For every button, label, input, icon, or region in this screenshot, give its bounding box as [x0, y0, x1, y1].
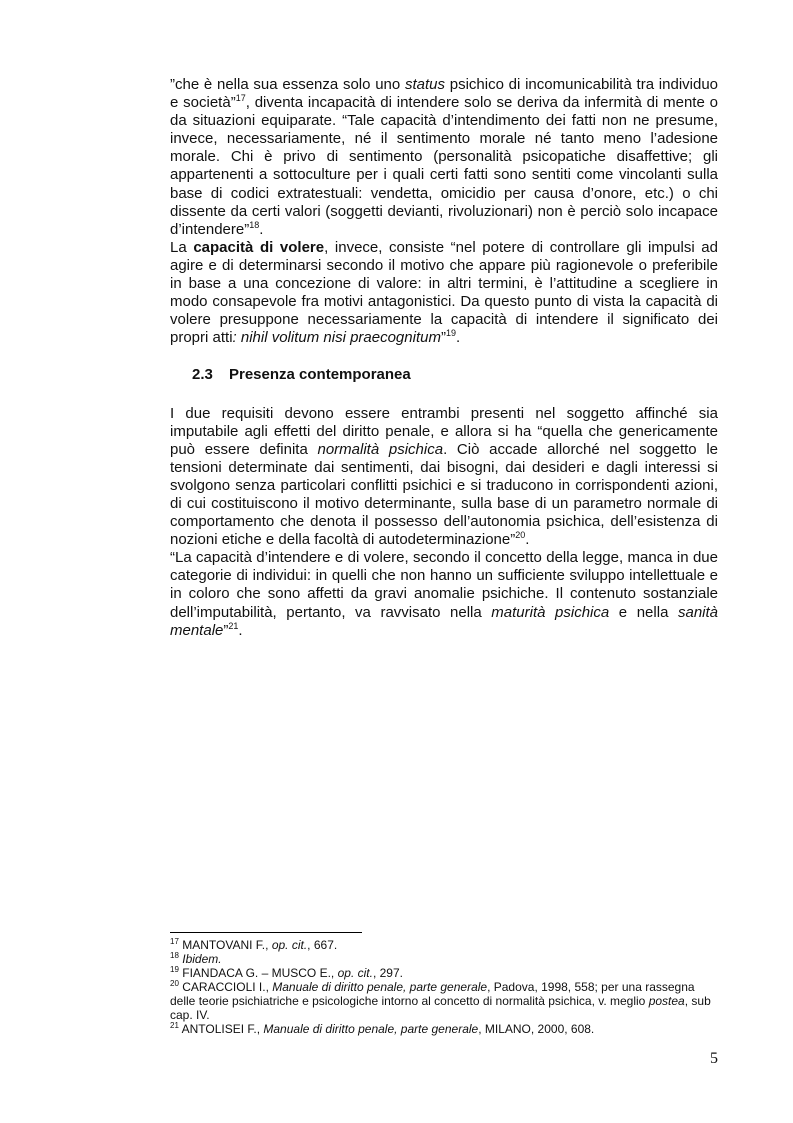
bold-run: capacità di volere [193, 238, 325, 256]
paragraph-1 [170, 76, 718, 239]
italic-run: status [404, 76, 446, 93]
footnote-18 [170, 952, 718, 966]
text-run: FIANDACA G. – MUSCO E., [178, 966, 338, 980]
footnote-number: 19 [170, 965, 179, 974]
text-run: , 297. [372, 966, 403, 980]
italic-run: maturità psichica [491, 603, 610, 621]
text-run: ANTOLISEI F., [178, 1022, 264, 1036]
paragraph-4 [170, 549, 718, 639]
text-run: , Padova, 1998, 558; per una rassegna delle teorie psichiatriche e psicologiche intorno al concetto di normalità psichica, v. meglio [170, 980, 695, 1008]
section-heading [192, 366, 718, 384]
footnote-20 [170, 980, 718, 1022]
text-run: e nella [609, 603, 678, 621]
footnote-number: 20 [170, 979, 179, 988]
text-run: psichico di incomunicabilità tra individuo e società” [170, 76, 719, 112]
paragraph-3 [170, 405, 718, 550]
italic-run: Ibidem. [182, 952, 222, 966]
footnote-separator [170, 932, 362, 933]
text-run: ”che è nella sua essenza solo uno [170, 76, 405, 93]
footnote-17 [170, 938, 718, 952]
text-run: . [455, 329, 461, 347]
text-run: I due requisiti devono essere entrambi presenti nel soggetto affinché sia imputabile agli effetti del diritto penale, e allora si ha “quella che genericamente può essere definita [170, 404, 718, 458]
footnote-ref-21[interactable]: 21 [228, 620, 239, 631]
text-run: , diventa incapacità di intendere solo se deriva da infermità di mente o da situazioni equiparate. “Tale capacità d’intendimento dei fatti non ne presume, invece, necessariamente, né il sentimento morale né tanto meno l’adesione morale. Chi è privo di sentimento (personalità psicopatiche disaffettive; gli appartenenti a sottoculture per i quali certi fatti sono sentiti come vincolanti sulla base di codici extratestuali: vendetta, omicidio per causa d’onore, etc.) o chi dissente da certi valori (soggetti devianti, rivoluzionari) non è perciò solo incapace d’intendere” [170, 94, 718, 238]
footnote-number: 18 [170, 951, 179, 960]
italic-run: Manuale di diritto penale, parte generale [263, 1022, 479, 1036]
footnote-ref-19[interactable]: 19 [445, 328, 456, 339]
text-run: , sub cap. IV. [170, 994, 711, 1022]
text-run: La [170, 238, 194, 256]
text-run: , 667. [307, 938, 338, 952]
text-run: ” [440, 329, 446, 347]
italic-run: normalità psichica [317, 440, 444, 458]
text-run: , invece, consiste “nel potere di controllare gli impulsi ad agire e di determinarsi secondo il motivo che appare più ragionevole o preferibile in base a una concezione di valore: in altri termini, è l’attitudine a scegliere in modo consapevole fra motivi antagonistici. Da questo punto di vista la capacità di volere presuppone necessariamente la capacità di intendere il significato dei propri atti [170, 238, 718, 347]
italic-run: sanità mentale [170, 603, 719, 639]
section-number: 2.3 [192, 366, 213, 384]
text-run: . [525, 531, 530, 549]
text-run: . [259, 220, 264, 238]
text-run: ” [223, 621, 229, 639]
italic-run: postea [648, 994, 685, 1008]
text-run: MANTOVANI F., [178, 938, 272, 952]
italic-run: op. cit. [337, 966, 373, 980]
footnote-21 [170, 1022, 718, 1036]
italic-run: : nihil volitum nisi praecognitum [232, 329, 441, 347]
footnote-ref-17[interactable]: 17 [235, 93, 246, 104]
footnote-19 [170, 966, 718, 980]
section-title: Presenza contemporanea [229, 366, 411, 384]
footnote-number: 17 [170, 937, 179, 946]
footnote-ref-20[interactable]: 20 [515, 530, 526, 541]
footnote-number: 21 [170, 1021, 179, 1030]
paragraph-2 [170, 239, 718, 348]
text-run: , MILANO, 2000, 608. [478, 1022, 595, 1036]
text-run: CARACCIOLI I., [178, 980, 273, 994]
italic-run: op. cit. [271, 938, 308, 952]
footnote-ref-18[interactable]: 18 [249, 219, 260, 230]
text-run: “La capacità d’intendere e di volere, secondo il concetto della legge, manca in due categorie di individui: in quelli che non hanno un sufficiente sviluppo intellettuale e in coloro che sono affetti da gravi anomalie psichiche. Il contenuto sostanziale dell’imputabilità, pertanto, va ravvisato nella [170, 549, 718, 621]
footnotes [170, 938, 718, 1036]
text-run: . [238, 621, 243, 639]
text-run: . Ciò accade allorché nel soggetto le tensioni determinate dai sentimenti, dai bisogni, dai desideri e dagli interessi si svolgono senza particolari conflitti psichici e si traducono in corrispondenti azioni, di cui costituiscono il motivo determinante, sulla base di un parametro normale di comportamento che denota il possesso dell’autonomia psichica, dell’esistenza di nozioni etiche e della facoltà di autodeterminazione” [170, 440, 718, 549]
italic-run: Manuale di diritto penale, parte generale [272, 980, 488, 994]
body-text [170, 76, 718, 640]
page-number: 5 [710, 1050, 718, 1067]
